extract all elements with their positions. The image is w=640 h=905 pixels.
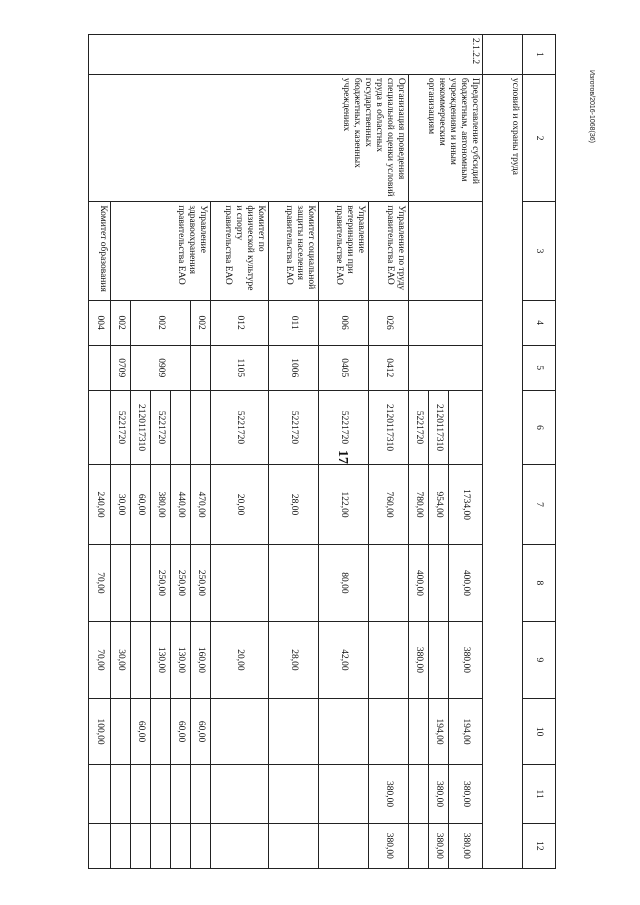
cell-value: 380,00 [409,621,429,698]
cell-value [319,823,369,868]
cell-value: 122,00 [319,465,369,545]
cell-value: 380,00 [429,765,449,823]
cell-value [211,823,269,868]
cell-value: 380,00 [449,823,483,868]
cell-section: 1105 [211,345,269,390]
cell-value: 70,00 [89,544,111,621]
cell-value [429,544,449,621]
header-cell: 12 [523,823,556,868]
cell-article [449,390,483,464]
cell-section: 0909 [131,345,191,390]
cell-agency: Комитет социальной защиты населения правительства ЕАО [269,202,319,300]
cell-value: 20,00 [211,621,269,698]
cell-article: 5221720 [151,390,171,464]
cell-value [409,698,429,764]
document-id: Изготов/2016-1068(36) [588,70,595,143]
cell-number [483,35,523,75]
table-row [483,35,523,869]
cell-value [111,765,131,823]
header-cell: 11 [523,765,556,823]
cell-value [171,765,191,823]
cell-value: 160,00 [191,621,211,698]
cell-code [409,300,483,345]
cell-code: 011 [269,300,319,345]
table-row [449,35,483,869]
cell-section: 1006 [269,345,319,390]
cell-value: 28,00 [269,465,319,545]
cell-value [409,823,429,868]
cell-value: 30,00 [111,465,131,545]
cell-value [369,544,409,621]
cell-value: 400,00 [449,544,483,621]
header-cell: 9 [523,621,556,698]
cell-code: 012 [211,300,269,345]
cell-value [151,823,171,868]
cell-value: 60,00 [171,698,191,764]
cell-article: 5221720 [319,390,369,464]
cell-value: 380,00 [449,621,483,698]
cell-section: 0405 [319,345,369,390]
cell-description: Предоставление субсидий бюджетным, автономным учреждениям и иным некоммерческим организациям [409,74,483,201]
header-cell: 8 [523,544,556,621]
cell-value: 1734,00 [449,465,483,545]
header-cell: 10 [523,698,556,764]
cell-article: 5221720 [211,390,269,464]
cell-article: 5221720 [111,390,131,464]
cell-description: Организация проведения специальной оценки условий труда в областных государственных бюджетных, казенных учреждениях [89,74,409,201]
cell-value: 250,00 [171,544,191,621]
cell-agency [409,202,483,300]
cell-value [269,698,319,764]
cell-value [171,823,191,868]
header-cell: 2 [523,74,556,201]
budget-table [88,34,556,869]
page-number: 17 [335,450,350,464]
cell-agency: Управление ветеринарии при правительстве ЕАО [319,202,369,300]
cell-agency: Управление по труду правительства ЕАО [369,202,409,300]
cell-value [319,765,369,823]
cell-code: 026 [369,300,409,345]
cell-value [409,765,429,823]
cell-value: 20,00 [211,465,269,545]
header-cell: 1 [523,35,556,75]
cell-article: 2120117310 [131,390,151,464]
cell-value [131,621,151,698]
cell-article [191,390,211,464]
cell-value [111,823,131,868]
cell-description: условий и охраны труда [483,74,523,868]
cell-article: 5221720 [409,390,429,464]
cell-article [171,390,191,464]
cell-value: 780,00 [409,465,429,545]
cell-value: 240,00 [89,465,111,545]
cell-value: 130,00 [171,621,191,698]
cell-value [151,765,171,823]
cell-value: 42,00 [319,621,369,698]
cell-value: 470,00 [191,465,211,545]
cell-value: 440,00 [171,465,191,545]
table-row [369,35,409,869]
cell-agency: Комитет по физической культуре и спорту правительства ЕАО [211,202,269,300]
header-cell: 6 [523,390,556,464]
cell-code: 002 [131,300,191,345]
header-row [523,35,556,869]
cell-code: 006 [319,300,369,345]
cell-value [111,544,131,621]
table-frame [88,34,556,869]
cell-value: 194,00 [429,698,449,764]
cell-value [111,698,131,764]
cell-value: 194,00 [449,698,483,764]
cell-section [409,345,483,390]
cell-value: 60,00 [131,465,151,545]
cell-value: 30,00 [111,621,131,698]
cell-code: 002 [191,300,211,345]
cell-value: 100,00 [89,698,111,764]
cell-value: 70,00 [89,621,111,698]
cell-agency: Управление здравоохранения правительства ЕАО [111,202,211,300]
cell-number: 2.1.2.2 [89,35,483,75]
cell-agency: Комитет образования [89,202,111,300]
cell-value [131,823,151,868]
cell-value: 380,00 [429,823,449,868]
cell-value [319,698,369,764]
cell-value [131,544,151,621]
cell-section [191,345,211,390]
cell-value: 400,00 [409,544,429,621]
cell-value: 380,00 [369,765,409,823]
cell-value: 80,00 [319,544,369,621]
cell-article [89,390,111,464]
header-cell: 3 [523,202,556,300]
cell-value [211,698,269,764]
cell-value [369,698,409,764]
cell-value [269,544,319,621]
cell-value [89,765,111,823]
header-cell: 7 [523,465,556,545]
cell-value [269,823,319,868]
cell-value [269,765,319,823]
cell-value [131,765,151,823]
cell-section: 0709 [111,345,131,390]
cell-value [89,823,111,868]
cell-value: 380,00 [449,765,483,823]
cell-article: 2120117310 [429,390,449,464]
header-cell: 5 [523,345,556,390]
cell-value [211,544,269,621]
cell-section: 0412 [369,345,409,390]
cell-value [191,823,211,868]
cell-value [191,765,211,823]
cell-value: 380,00 [151,465,171,545]
cell-value [369,621,409,698]
cell-value: 60,00 [131,698,151,764]
cell-value [211,765,269,823]
cell-value [151,698,171,764]
cell-section [89,345,111,390]
cell-code: 002 [111,300,131,345]
cell-article: 2120117310 [369,390,409,464]
cell-code: 004 [89,300,111,345]
cell-value: 250,00 [191,544,211,621]
header-cell: 4 [523,300,556,345]
cell-value: 130,00 [151,621,171,698]
cell-value: 760,00 [369,465,409,545]
cell-value: 250,00 [151,544,171,621]
cell-value: 954,00 [429,465,449,545]
cell-article: 5221720 [269,390,319,464]
rotated-table-container [88,34,556,869]
cell-value [429,621,449,698]
cell-value: 28,00 [269,621,319,698]
cell-value: 380,00 [369,823,409,868]
cell-value: 60,00 [191,698,211,764]
